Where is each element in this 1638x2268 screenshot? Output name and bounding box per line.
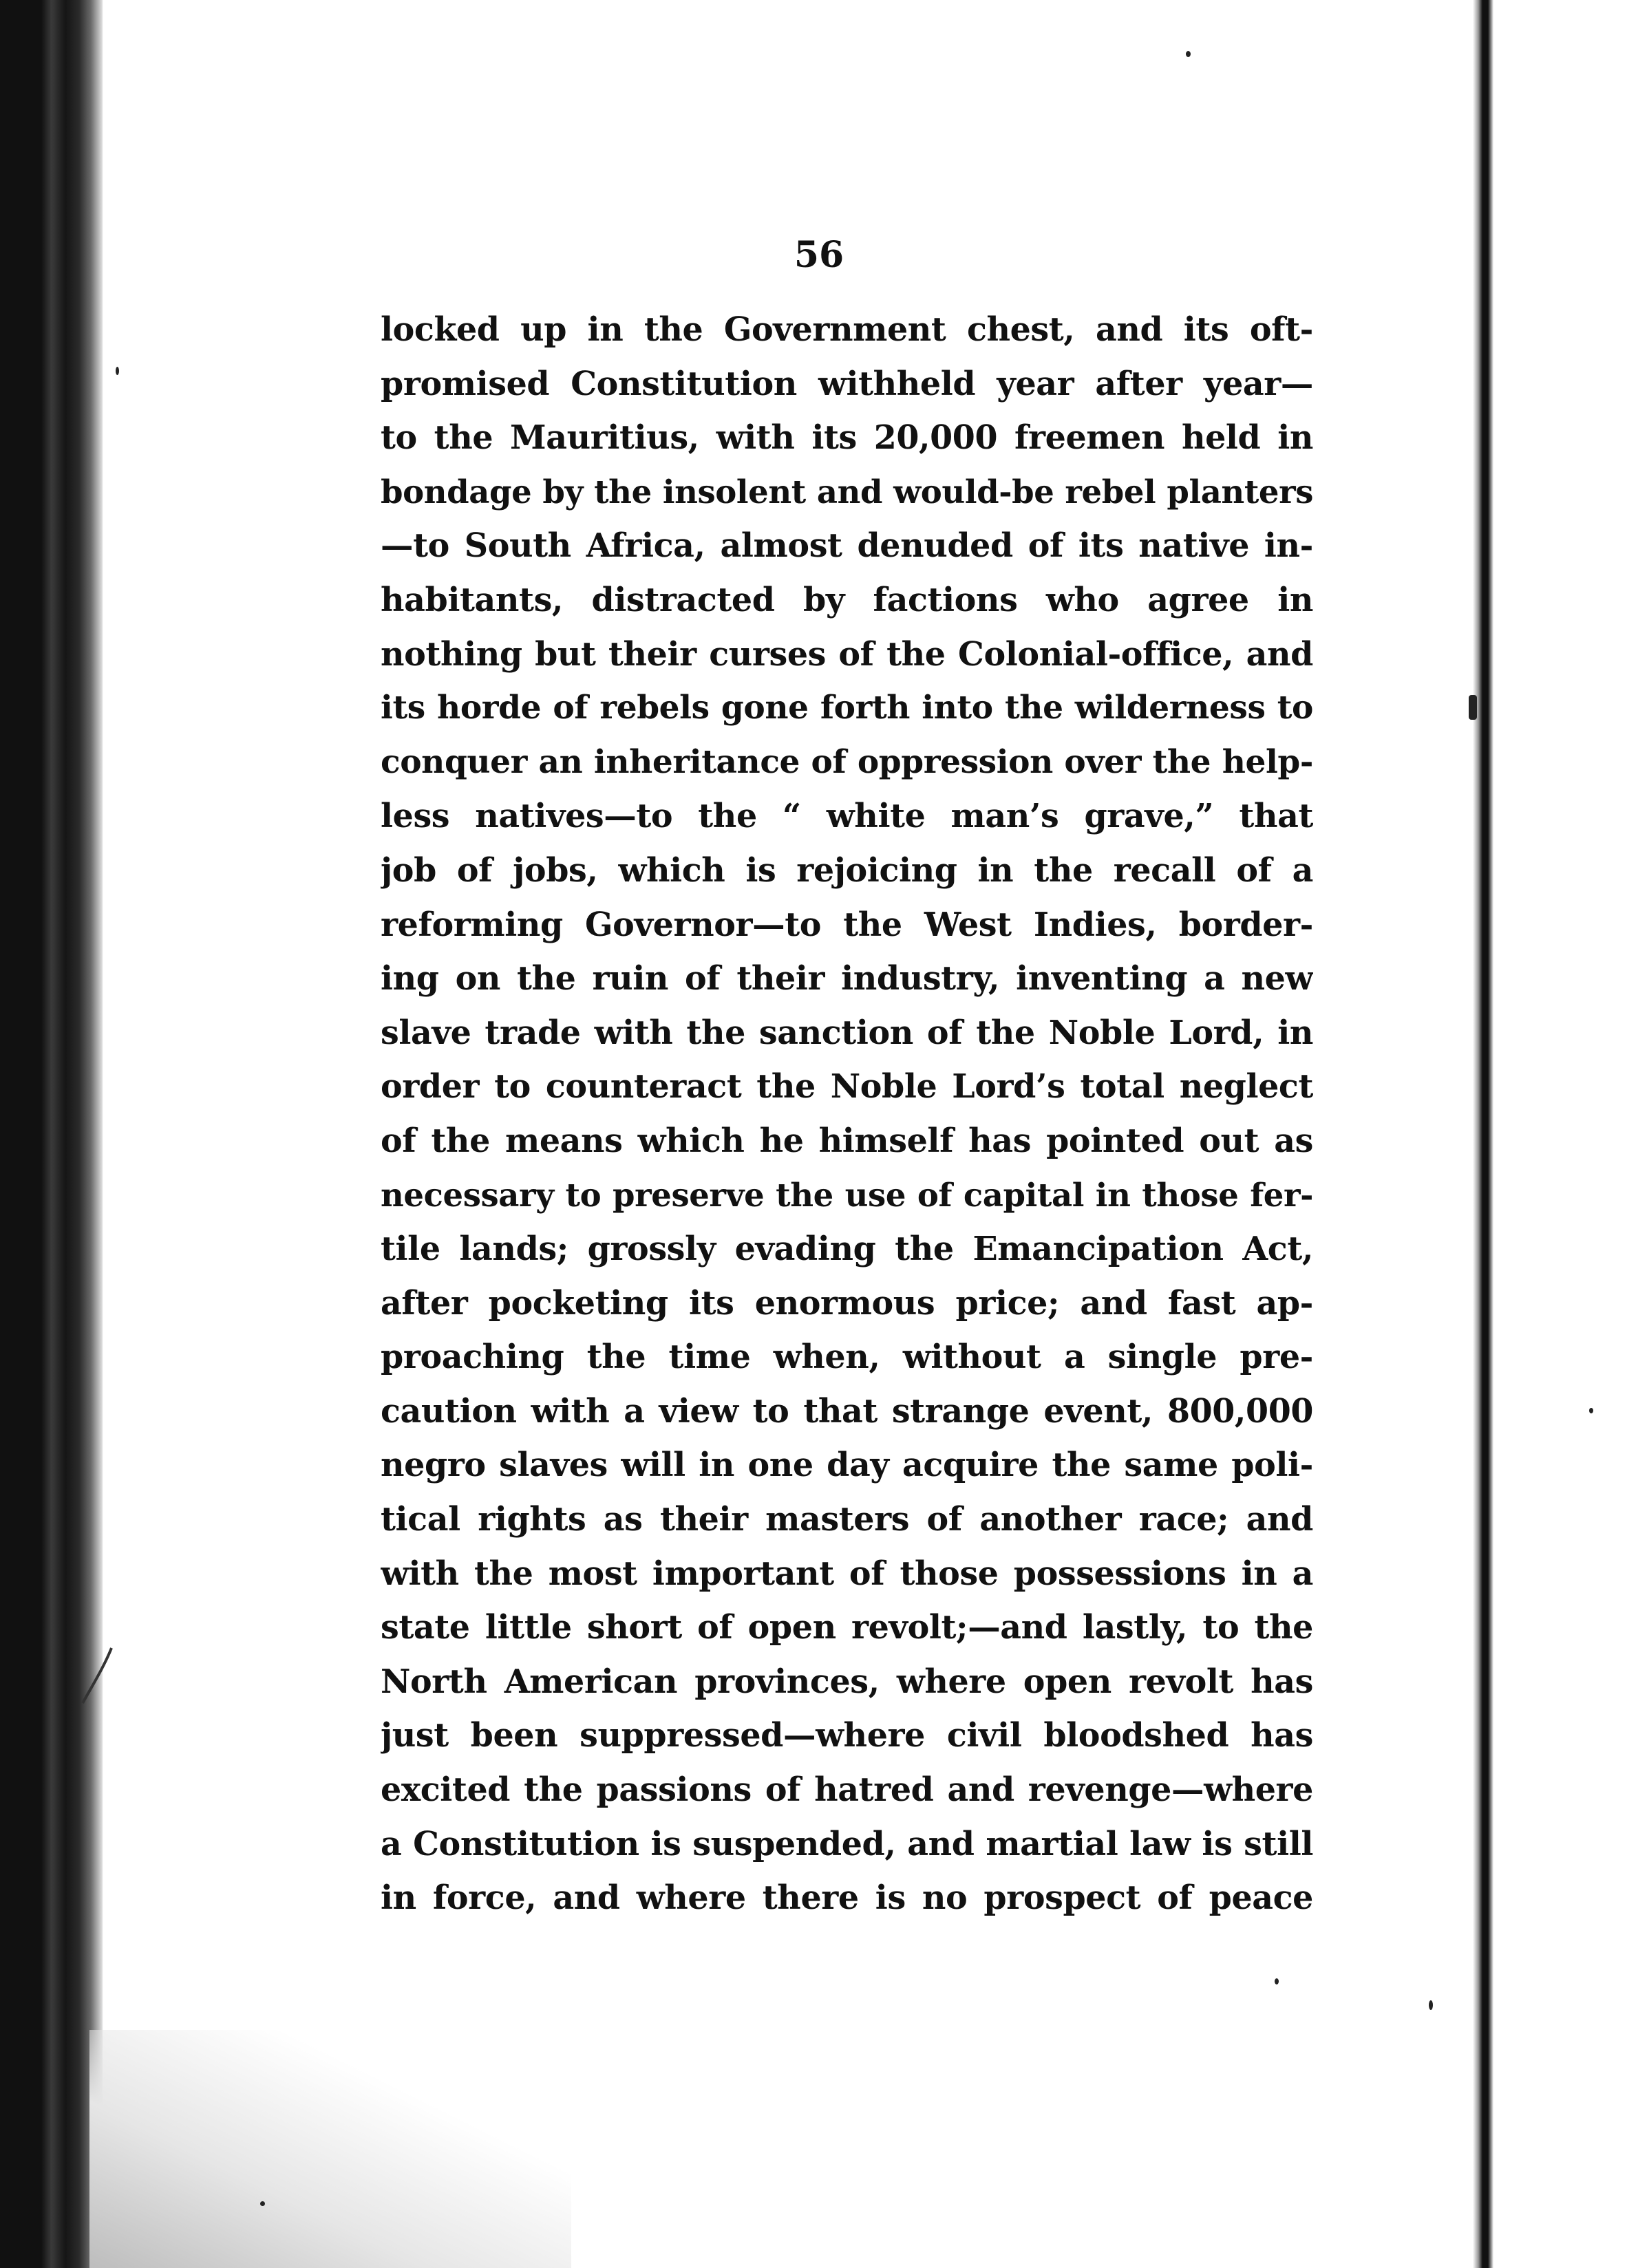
text-line: bondage by the insolent and would-be rebel planters bbox=[381, 472, 1313, 511]
text-line: —to South Africa, almost denuded of its native in- bbox=[381, 526, 1313, 566]
text-line: ing on the ruin of their industry, inventing a new bbox=[381, 959, 1313, 998]
text-line: of the means which he himself has pointed out as bbox=[381, 1121, 1313, 1160]
text-line: order to counteract the Noble Lord’s total neglect bbox=[381, 1067, 1313, 1106]
text-line: habitants, distracted by factions who agree in bbox=[381, 580, 1313, 619]
page-shadow bbox=[89, 2030, 571, 2268]
text-line: promised Constitution withheld year after year— bbox=[381, 364, 1313, 403]
text-line: negro slaves will in one day acquire the same poli- bbox=[381, 1446, 1313, 1485]
page-body-text bbox=[381, 303, 1313, 1925]
text-line: locked up in the Government chest, and its oft- bbox=[381, 310, 1313, 349]
scan-speck bbox=[1589, 1408, 1593, 1413]
text-line: caution with a view to that strange event, 800,000 bbox=[381, 1391, 1313, 1431]
page-fold-edge bbox=[1473, 0, 1493, 2268]
text-line: after pocketing its enormous price; and fast ap- bbox=[381, 1283, 1313, 1323]
text-line: state little short of open revolt;—and lastly, to the bbox=[381, 1608, 1313, 1647]
text-line: nothing but their curses of the Colonial-office, and bbox=[381, 634, 1313, 674]
text-line: proaching the time when, without a single pre- bbox=[381, 1338, 1313, 1377]
text-line: a Constitution is suspended, and martial law is still bbox=[381, 1824, 1313, 1863]
scan-speck bbox=[1429, 2000, 1433, 2010]
next-page-margin bbox=[1493, 0, 1638, 2268]
text-line: tical rights as their masters of another race; and bbox=[381, 1500, 1313, 1539]
scan-speck bbox=[116, 367, 119, 375]
text-line: excited the passions of hatred and revenge—where bbox=[381, 1770, 1313, 1810]
scan-speck bbox=[1469, 695, 1477, 720]
text-line: conquer an inheritance of oppression over the help- bbox=[381, 742, 1313, 781]
text-line: with the most important of those possessions in a bbox=[381, 1554, 1313, 1593]
page-number: 56 bbox=[794, 234, 844, 276]
text-line: to the Mauritius, with its 20,000 freemen held in bbox=[381, 418, 1313, 458]
text-line: its horde of rebels gone forth into the wilderness to bbox=[381, 689, 1313, 727]
text-line: in force, and where there is no prospect of peace bbox=[381, 1879, 1313, 1918]
scan-speck bbox=[260, 2201, 265, 2206]
text-line: reforming Governor—to the West Indies, border- bbox=[381, 905, 1313, 944]
scan-speck bbox=[1275, 1978, 1279, 1984]
text-line: slave trade with the sanction of the Noble Lord, in bbox=[381, 1013, 1313, 1052]
scan-speck bbox=[1186, 51, 1191, 57]
margin-pencil-mark bbox=[77, 1645, 118, 1707]
text-line: necessary to preserve the use of capital in those fer- bbox=[381, 1175, 1313, 1214]
text-line: tile lands; grossly evading the Emancipation Act, bbox=[381, 1230, 1313, 1269]
text-line: just been suppressed—where civil bloodshed has bbox=[381, 1716, 1313, 1755]
book-binding-edge bbox=[0, 0, 103, 2268]
text-line: North American provinces, where open revolt has bbox=[381, 1662, 1313, 1701]
text-line: less natives—to the “ white man’s grave,” that bbox=[381, 797, 1313, 836]
text-line: job of jobs, which is rejoicing in the recall of a bbox=[381, 850, 1313, 890]
